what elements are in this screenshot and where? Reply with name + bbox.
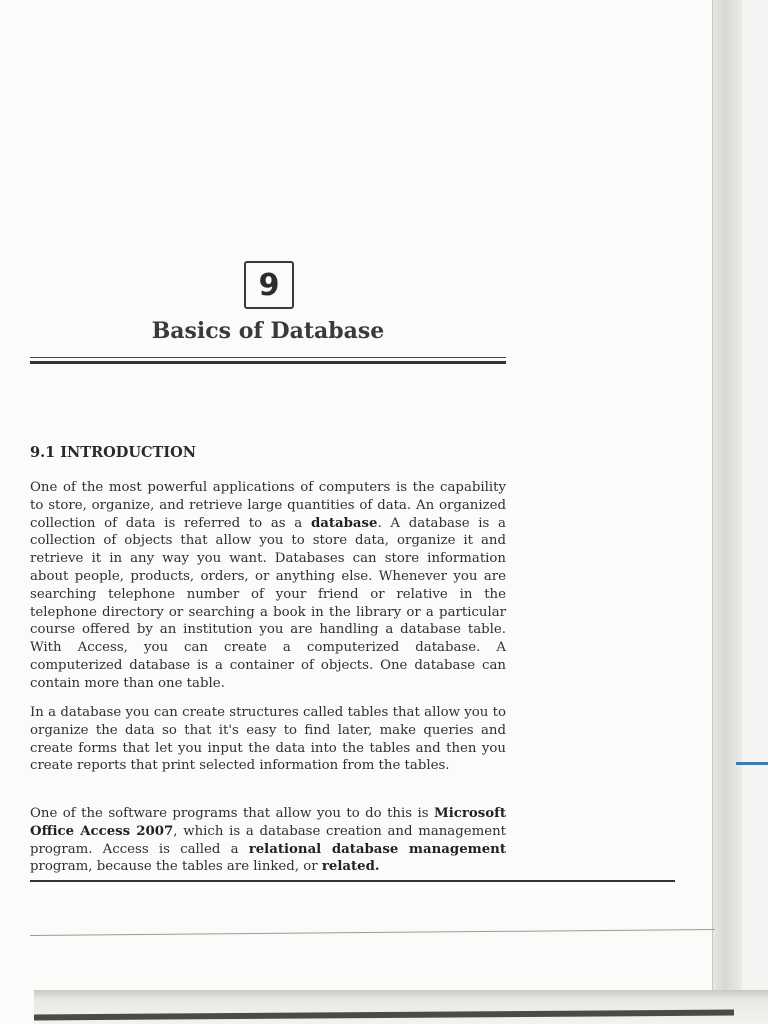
intro-paragraph-1 xyxy=(30,479,506,693)
intro-paragraph-2: In a database you can create structures called tables that allow you to organize the data so that it's easy to find later, make queries and create forms that let you input the data into the tables and then you create reports that print selected information from the tables. xyxy=(30,705,506,774)
chapter-title: Basics of Database xyxy=(151,318,385,344)
p3-text-c: , which is a database creation and management program. Access is called a xyxy=(30,823,507,857)
section-heading: 9.1 INTRODUCTION xyxy=(30,444,196,461)
edge-color-mark xyxy=(736,762,768,765)
p3-term-rdbms: relational database management xyxy=(248,841,506,857)
faint-page-line xyxy=(30,929,715,936)
p1-text-a: One of the most powerful applications of computers is the capability to store, organize, and retrieve large quantities of data. An organized collection of data is referred to as a xyxy=(30,480,506,531)
p1-term-database: database xyxy=(310,515,378,531)
p1-text-c: . A database is a collection of objects that allow you to store data, organize it and retrieve it in any way you want. Databases can store information about people, products, orders, or anything else. Whenever you are searching telephone number of your friend or relative in the telephone directory or searching a book in the library or a particular course offered by an institution you are handling a database table. With Access, you can create a computerized database. A computerized database is a container of objects. One database can contain more than one table. xyxy=(30,515,506,691)
chapter-number-box xyxy=(244,261,294,309)
p3-term-related: related. xyxy=(321,859,380,875)
page-binding-edge xyxy=(712,0,743,990)
page-outer-margin xyxy=(742,0,768,1024)
intro-paragraph-3 xyxy=(30,805,506,876)
title-rule-thick xyxy=(30,361,506,364)
p3-term-access: Microsoft Office Access 2007 xyxy=(30,806,506,839)
chapter-number: 9 xyxy=(258,267,280,303)
section-end-rule xyxy=(30,880,675,882)
title-rule-thin xyxy=(30,357,506,358)
p3-text-a: One of the software programs that allow you to do this is xyxy=(30,806,435,821)
p3-text-e: program, because the tables are linked, or xyxy=(30,859,322,875)
